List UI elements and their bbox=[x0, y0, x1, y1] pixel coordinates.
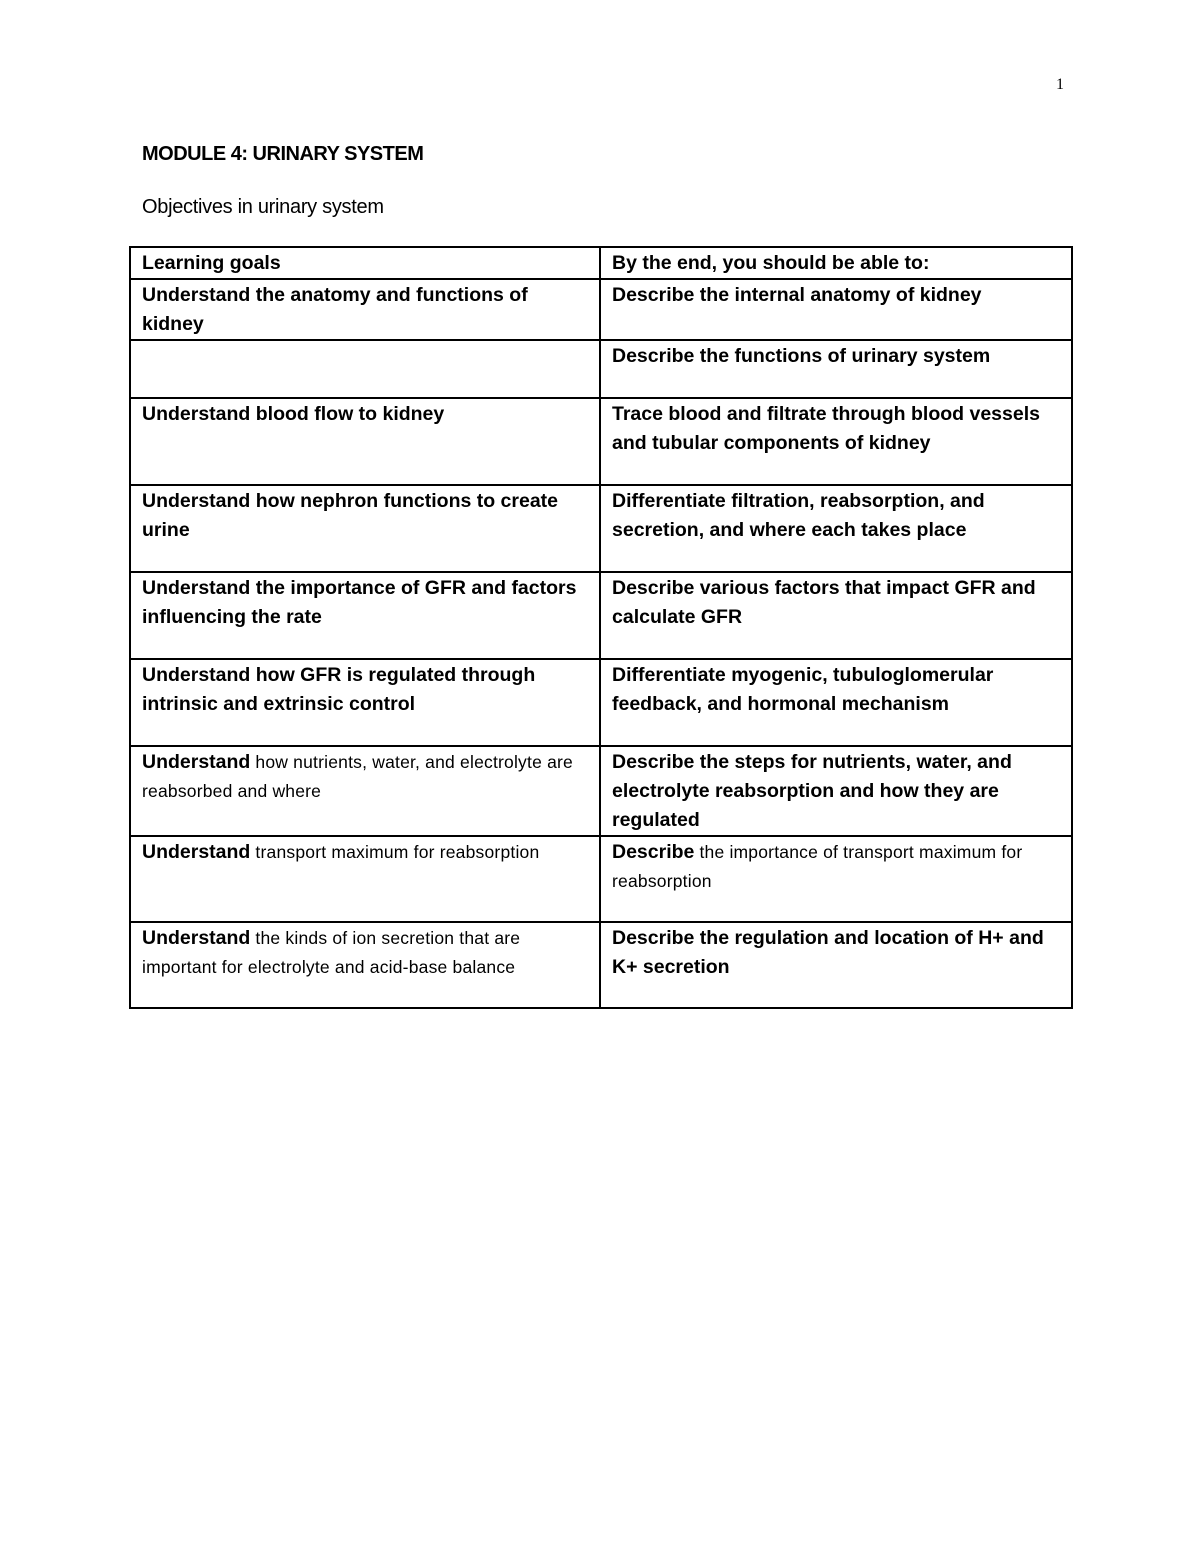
table-row bbox=[130, 746, 1072, 836]
goal-lead: Understand how GFR is regulated through intrinsic and extrinsic control bbox=[142, 664, 536, 715]
outcome-cell bbox=[600, 922, 1072, 1008]
page-number: 1 bbox=[1056, 76, 1064, 93]
outcome-cell bbox=[600, 659, 1072, 746]
table-row bbox=[130, 572, 1072, 659]
header-outcomes: By the end, you should be able to: bbox=[600, 247, 1072, 279]
goal-cell bbox=[130, 398, 600, 485]
goal-cell bbox=[130, 659, 600, 746]
table-row bbox=[130, 659, 1072, 746]
outcome-lead: Describe the functions of urinary system bbox=[612, 345, 991, 367]
outcome-cell bbox=[600, 836, 1072, 922]
outcome-cell bbox=[600, 340, 1072, 398]
goal-cell bbox=[130, 572, 600, 659]
goal-rest: the kinds of ion secretion that are important for electrolyte and acid-base balance bbox=[142, 928, 521, 977]
goal-lead: Understand the anatomy and functions of kidney bbox=[142, 284, 528, 335]
outcome-cell bbox=[600, 572, 1072, 659]
outcome-lead: Describe the internal anatomy of kidney bbox=[612, 284, 982, 306]
goal-cell bbox=[130, 922, 600, 1008]
table-header-row bbox=[130, 247, 1072, 279]
table-row bbox=[130, 485, 1072, 572]
goal-lead: Understand the importance of GFR and factors influencing the rate bbox=[142, 577, 577, 628]
goal-cell bbox=[130, 340, 600, 398]
outcome-cell bbox=[600, 398, 1072, 485]
table-row bbox=[130, 340, 1072, 398]
table-row bbox=[130, 922, 1072, 1008]
goal-lead: Understand bbox=[142, 841, 251, 863]
table-row bbox=[130, 279, 1072, 340]
header-learning-goals: Learning goals bbox=[130, 247, 600, 279]
goal-cell bbox=[130, 279, 600, 340]
goal-rest: transport maximum for reabsorption bbox=[250, 842, 540, 862]
outcome-lead: Describe various factors that impact GFR and calculate GFR bbox=[612, 577, 1036, 628]
goal-rest: how nutrients, water, and electrolyte are reabsorbed and where bbox=[142, 752, 573, 801]
outcome-lead: Differentiate filtration, reabsorption, and secretion, and where each takes place bbox=[612, 490, 985, 541]
document-subtitle: Objectives in urinary system bbox=[142, 196, 384, 218]
goal-lead: Understand blood flow to kidney bbox=[142, 403, 445, 425]
outcome-cell bbox=[600, 485, 1072, 572]
outcome-cell bbox=[600, 746, 1072, 836]
table-row bbox=[130, 836, 1072, 922]
outcome-lead: Differentiate myogenic, tubuloglomerular feedback, and hormonal mechanism bbox=[612, 664, 994, 715]
document-title: MODULE 4: URINARY SYSTEM bbox=[142, 143, 424, 165]
objectives-table bbox=[129, 246, 1073, 1009]
table-row bbox=[130, 398, 1072, 485]
outcome-rest: the importance of transport maximum for reabsorption bbox=[612, 842, 1023, 891]
goal-lead: Understand bbox=[142, 927, 251, 949]
outcome-lead: Describe the steps for nutrients, water, and electrolyte reabsorption and how they are regulated bbox=[612, 751, 1012, 831]
goal-cell bbox=[130, 485, 600, 572]
outcome-lead: Trace blood and filtrate through blood vessels and tubular components of kidney bbox=[612, 403, 1040, 454]
goal-lead: Understand how nephron functions to create urine bbox=[142, 490, 559, 541]
goal-cell bbox=[130, 836, 600, 922]
outcome-cell bbox=[600, 279, 1072, 340]
goal-lead: Understand bbox=[142, 751, 251, 773]
outcome-lead: Describe bbox=[612, 841, 695, 863]
outcome-lead: Describe the regulation and location of H+ and K+ secretion bbox=[612, 927, 1044, 978]
goal-cell bbox=[130, 746, 600, 836]
